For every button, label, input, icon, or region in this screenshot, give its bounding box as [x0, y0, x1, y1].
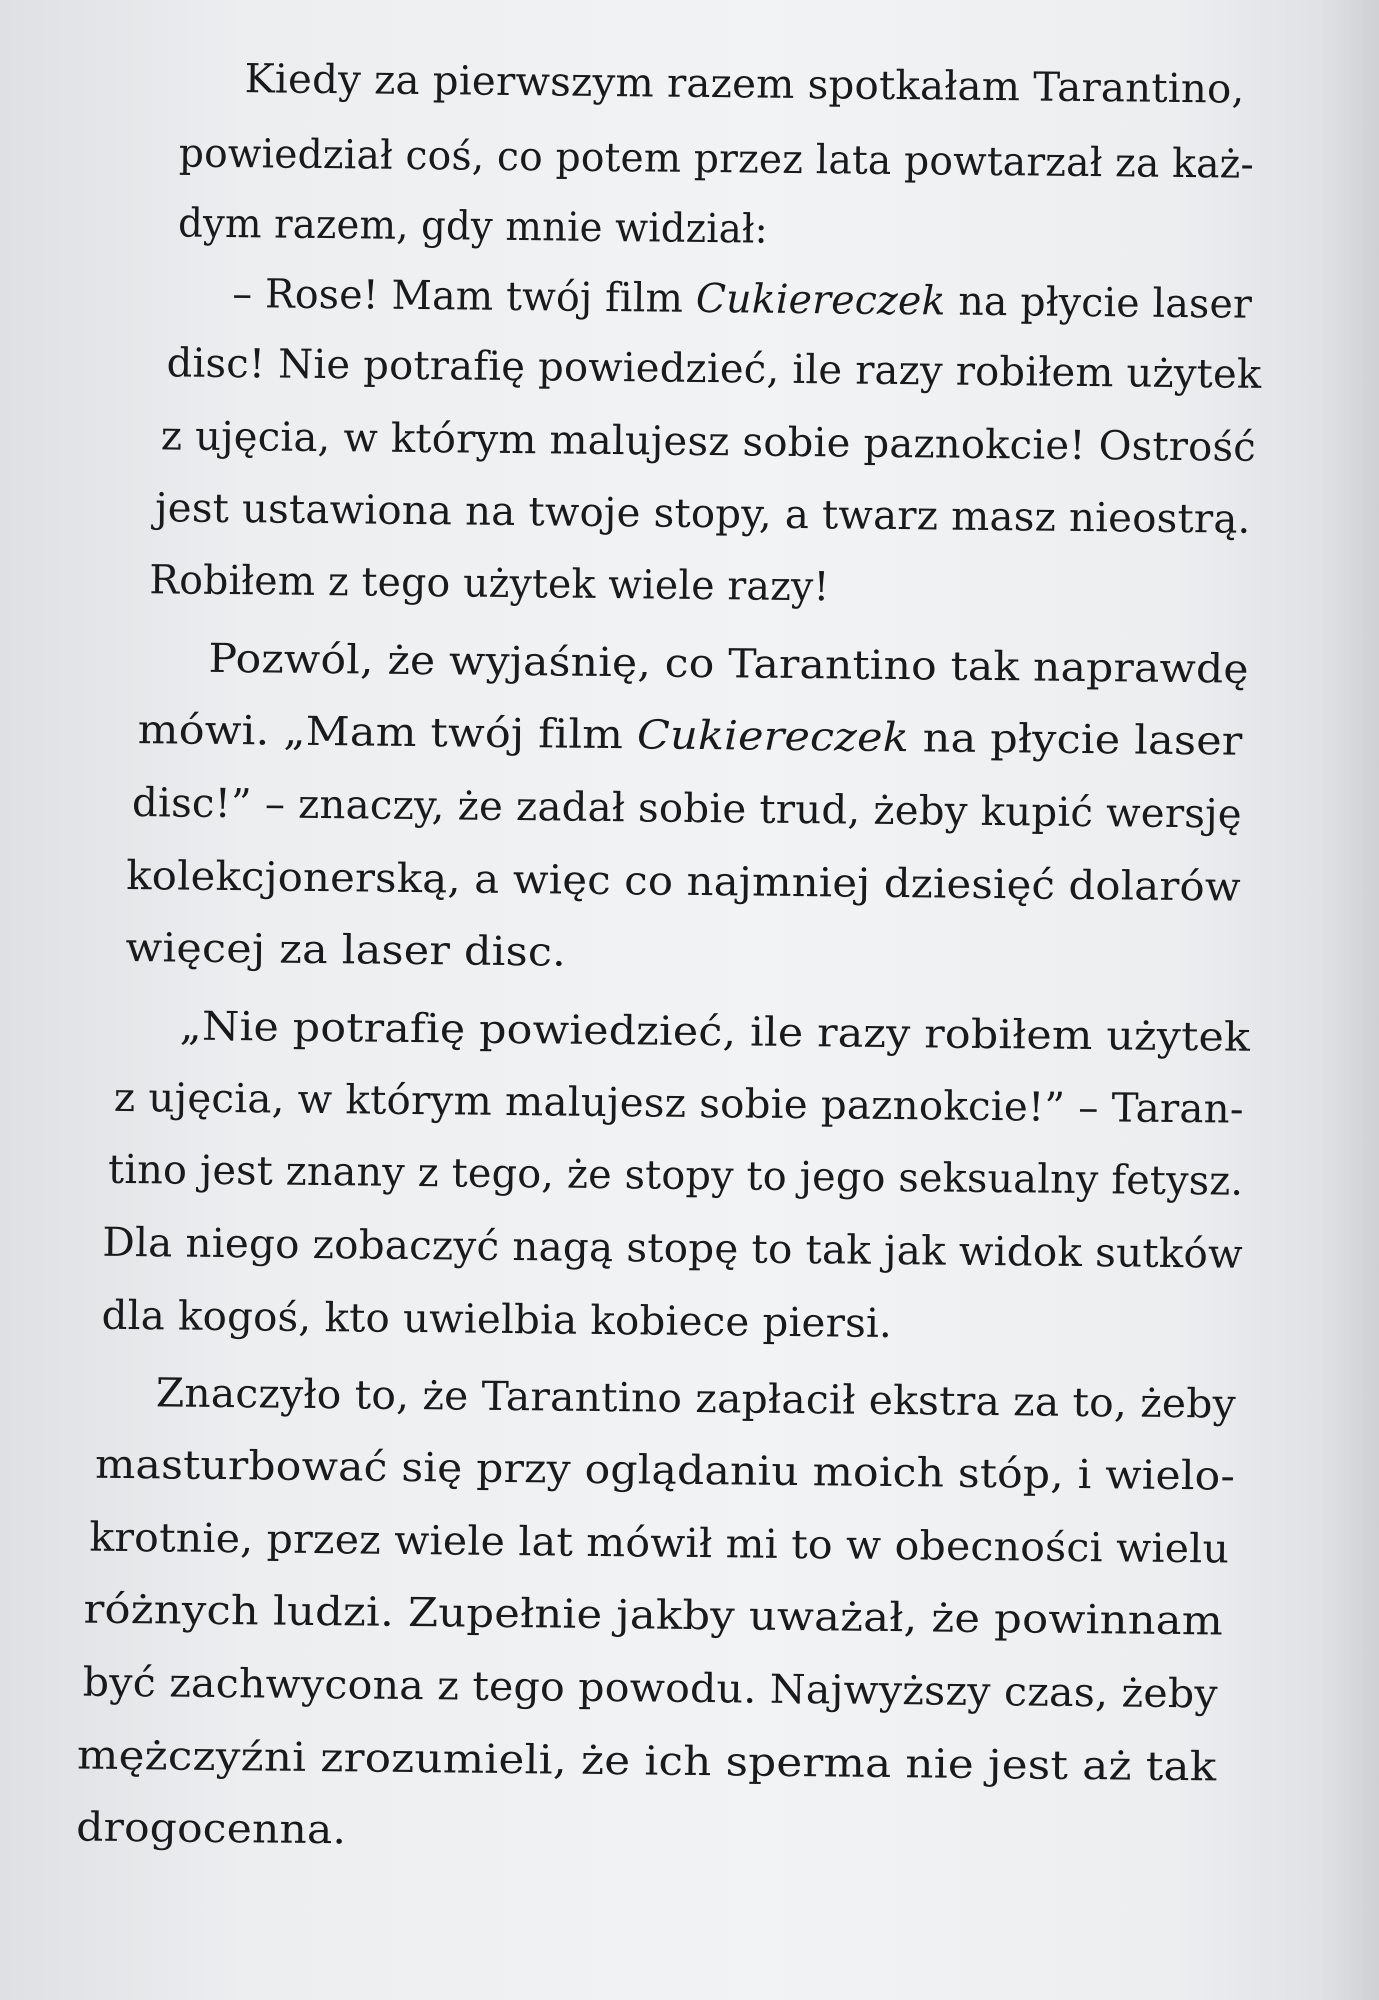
italic-title: Cukiereczek	[695, 275, 946, 325]
text-line	[114, 1074, 1244, 1134]
text-segment: być zachwycona z tego powodu. Najwyższy czas, żeby	[82, 1659, 1219, 1718]
text-line	[101, 1292, 892, 1348]
text-line	[179, 129, 1255, 188]
text-line	[95, 1441, 1235, 1501]
text-segment: kolekcjonerską, a więc co najmniej dziesięć dolarów	[126, 852, 1242, 911]
text-line	[83, 1586, 1223, 1646]
text-segment: masturbować się przy oglądaniu moich stóp, i wielo-	[94, 1441, 1236, 1500]
text-segment: powiedział coś, co potem przez lata powtarzał za każ-	[178, 130, 1255, 188]
text-segment: tino jest znany z tego, że stopy to jego seksualny fetysz.	[107, 1146, 1244, 1205]
text-segment: mężczyźni zrozumieli, że ich sperma nie jest aż tak	[76, 1732, 1217, 1791]
text-line	[166, 339, 1261, 398]
text-segment: mówi. „Mam twój film	[137, 707, 638, 759]
text-segment: więcej za laser disc.	[125, 924, 567, 976]
text-segment: „Nie potrafię powiedzieć, ile razy robiłem użytek	[179, 1003, 1251, 1061]
text-segment: Kiedy za pierwszym razem spotkałam Tarantino,	[244, 56, 1245, 113]
text-segment: jest ustawiona na twoje stopy, a twarz masz nieostrą.	[154, 485, 1251, 543]
text-segment: Robiłem z tego użytek wiele razy!	[149, 557, 830, 611]
text-line	[179, 1003, 1250, 1062]
text-line	[77, 1732, 1217, 1792]
text-segment: Znaczyło to, że Tarantino zapłacił ekstra za to, żeby	[155, 1370, 1237, 1428]
text-segment: Pozwól, że wyjaśnię, co Tarantino tak naprawdę	[208, 635, 1250, 693]
text-line	[132, 779, 1242, 839]
text-line	[244, 55, 1244, 113]
text-line	[108, 1146, 1244, 1206]
text-segment: Dla niego zobaczyć nagą stopę to tak jak widok sutków	[102, 1219, 1244, 1278]
text-segment: disc!” – znaczy, że zadał sobie trud, żeby kupić wersję	[131, 780, 1243, 838]
text-segment: na płycie laser	[908, 715, 1243, 765]
text-line	[208, 635, 1249, 694]
text-line	[156, 1369, 1237, 1428]
text-line	[89, 1514, 1229, 1574]
text-segment: disc! Nie potrafię powiedzieć, ile razy robiłem użytek	[166, 340, 1262, 398]
text-line	[161, 412, 1257, 471]
text-segment: różnych ludzi. Zupełnie jakby uważał, że powinnam	[83, 1586, 1224, 1645]
text-line	[178, 199, 768, 253]
text-line	[126, 852, 1241, 912]
text-segment: – Rose! Mam twój film	[232, 271, 697, 322]
text-line	[138, 706, 1243, 766]
text-segment: dla kogoś, kto uwielbia kobiece piersi.	[101, 1292, 893, 1348]
text-line	[125, 924, 566, 977]
text-segment: krotnie, przez wiele lat mówił mi to w obecności wielu	[89, 1514, 1230, 1573]
text-segment: z ujęcia, w którym malujesz sobie paznokcie!” – Taran-	[113, 1074, 1244, 1133]
text-line	[102, 1219, 1243, 1279]
text-line	[155, 484, 1251, 543]
text-line	[232, 270, 1252, 329]
text-segment: z ujęcia, w którym malujesz sobie paznokcie! Ostrość	[160, 413, 1257, 471]
text-segment: na płycie laser	[945, 278, 1253, 328]
italic-title: Cukiereczek	[636, 712, 910, 762]
text-segment: drogocenna.	[76, 1804, 347, 1854]
text-line	[83, 1659, 1219, 1719]
text-line	[149, 556, 830, 611]
text-line	[76, 1804, 346, 1855]
text-segment: dym razem, gdy mnie widział:	[177, 200, 769, 253]
